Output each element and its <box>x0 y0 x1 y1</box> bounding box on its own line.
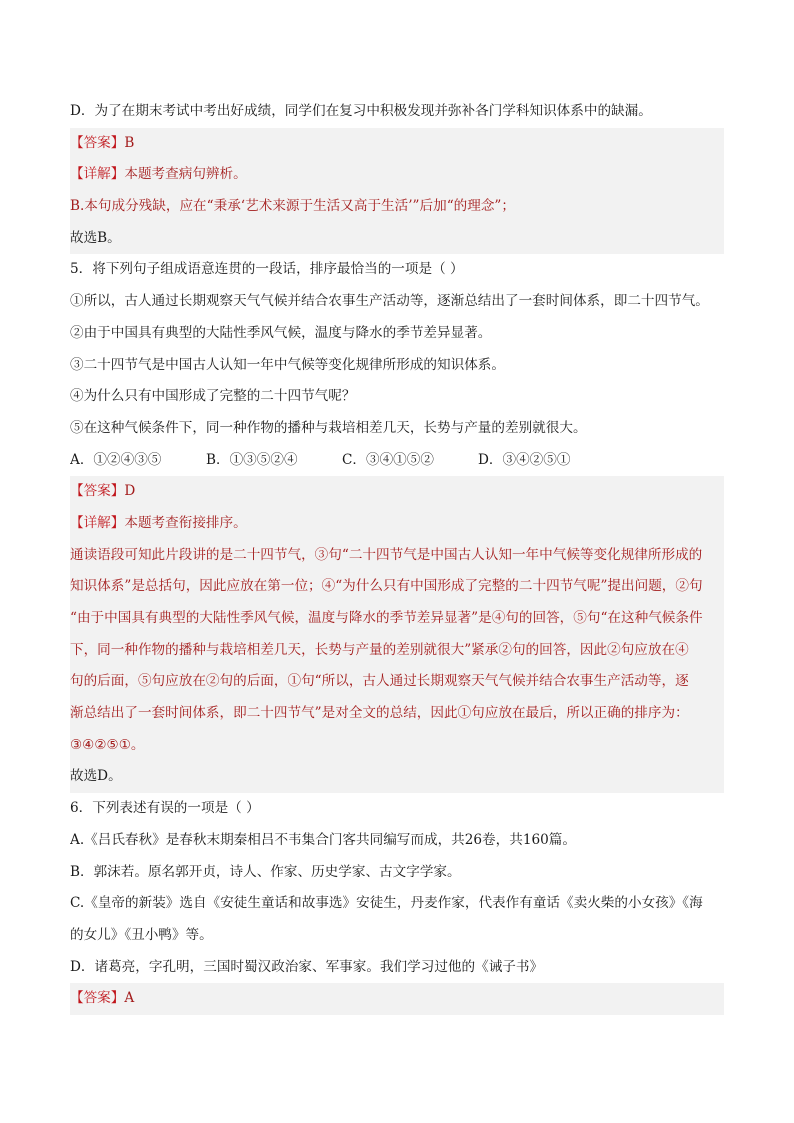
answer-tag: 【答案】 <box>70 990 125 1007</box>
q5-answer-line <box>70 476 724 508</box>
q6-answer-line <box>70 983 724 1015</box>
detail-text: 本题考查衔接排序。 <box>124 514 247 531</box>
q5-explanation-line-3: “由于中国具有典型的大陆性季风气候，温度与降水的季节差异显著”是④句的回答，⑤句“在这种气候条件 <box>70 603 724 635</box>
q5-sentence-1: ①所以，古人通过长期观察天气气候并结合农事生产活动等，逐渐总结出了一套时间体系，即二十四节气。 <box>70 293 709 310</box>
q5-option-a: A．①②④③⑤ <box>70 451 162 468</box>
q5-detail-line <box>70 508 724 540</box>
answer-tag: 【答案】 <box>70 483 125 500</box>
q6-option-b: B．郭沫若。原名郭开贞，诗人、作家、历史学家、古文字学家。 <box>70 863 461 880</box>
detail-tag: 【详解】 <box>70 514 125 531</box>
q5-sentence-2: ②由于中国具有典型的大陆性季风气候，温度与降水的季节差异显著。 <box>70 324 492 341</box>
detail-text: 本题考查病句辨析。 <box>124 166 247 183</box>
q5-option-c: C．③④①⑤② <box>342 451 434 468</box>
answer-value: B <box>124 134 135 151</box>
q5-explanation-line-2: 知识体系”是总括句，因此应放在第一位；④“为什么只有中国形成了完整的二十四节气呢”提出问题，②句 <box>70 571 724 603</box>
q5-explanation-line-4: 下，同一种作物的播种与栽培相差几天，长势与产量的差别就很大”紧承②句的回答，因此②句应放在④ <box>70 635 724 667</box>
q5-sentence-4: ④为什么只有中国形成了完整的二十四节气呢？ <box>70 388 356 405</box>
q4-option-d: D．为了在期末考试中考出好成绩，同学们在复习中积极发现并弥补各门学科知识体系中的缺漏。 <box>70 103 652 119</box>
q5-explanation-line-7: ③④②⑤①。 <box>70 730 724 762</box>
q5-conclusion: 故选D。 <box>70 761 724 793</box>
q5-option-d: D．③④②⑤① <box>478 451 571 468</box>
answer-value: D <box>124 483 136 500</box>
q5-explanation-line-6: 渐总结出了一套时间体系，即二十四节气”是对全文的总结，因此①句应放在最后，所以正确的排序为： <box>70 698 724 730</box>
answer-value: A <box>124 990 135 1007</box>
q5-explanation-line-5: 句的后面，⑤句应放在②句的后面，①句“所以，古人通过长期观察天气气候并结合农事生产活动等，逐 <box>70 666 724 698</box>
detail-tag: 【详解】 <box>70 166 125 183</box>
q5-option-b: B．①③⑤②④ <box>206 451 298 468</box>
q6-option-d: D．诸葛亮，字孔明，三国时蜀汉政治家、军事家。我们学习过他的《诫子书》 <box>70 958 544 975</box>
q4-explanation: B.本句成分残缺，应在“秉承‘艺术来源于生活又高于生活’”后加“的理念”； <box>70 191 724 223</box>
document-page <box>70 96 724 1015</box>
q6-option-c-line-2: 的女儿》《丑小鸭》等。 <box>70 926 213 943</box>
q6-option-a: A.《吕氏春秋》是春秋末期秦相吕不韦集合门客共同编写而成，共26卷，共160篇。 <box>70 831 576 848</box>
q4-conclusion: 故选B。 <box>70 223 724 255</box>
answer-tag: 【答案】 <box>70 134 125 151</box>
q4-detail-line <box>70 159 724 191</box>
q6-option-c-line-1: C.《皇帝的新装》选自《安徒生童话和故事选》安徒生，丹麦作家，代表作有童话《卖火柴的小女孩》《海 <box>70 895 703 912</box>
q5-sentence-3: ③二十四节气是中国古人认知一年中气候等变化规律所形成的知识体系。 <box>70 356 505 373</box>
q4-answer-line <box>70 128 724 160</box>
q6-stem: 6．下列表述有误的一项是（ ） <box>70 800 260 817</box>
q5-stem: 5．将下列句子组成语意连贯的一段话，排序最恰当的一项是（ ） <box>70 261 464 278</box>
q5-sentence-5: ⑤在这种气候条件下，同一种作物的播种与栽培相差几天，长势与产量的差别就很大。 <box>70 419 587 436</box>
q5-explanation-line-1: 通读语段可知此片段讲的是二十四节气，③句“二十四节气是中国古人认知一年中气候等变化规律所形成的 <box>70 540 724 572</box>
q5-options <box>70 445 724 477</box>
